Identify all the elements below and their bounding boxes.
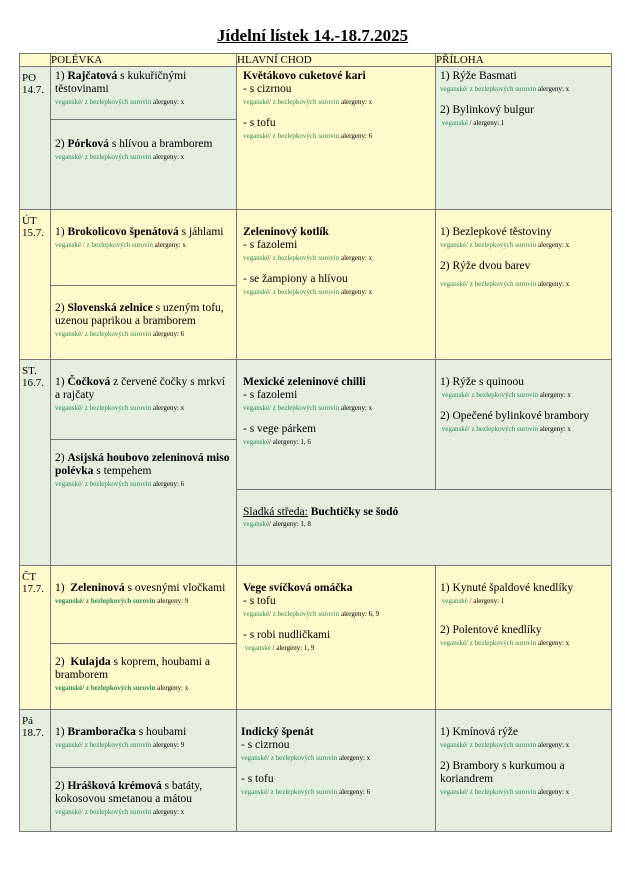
header-main: HLAVNÍ CHOD — [237, 54, 436, 67]
main-option: - s tofu — [241, 773, 274, 785]
soup-item: 1) Brokolicovo špenátová s jáhlami — [55, 226, 224, 238]
day-row-tuesday — [20, 210, 612, 360]
side-item: 2) Bylinkový bulgur — [440, 104, 534, 116]
side-tags: veganské / alergeny: 1 — [441, 597, 505, 605]
soup-item: 1) Čočková z červené čočky s mrkví a rajčaty — [55, 376, 225, 401]
soup-tags: veganské/ z bezlepkových surovin alergeny: 6 — [55, 330, 185, 338]
main-option: - s robi nudličkami — [243, 629, 331, 641]
main-cell-thursday — [237, 566, 436, 710]
side-cell-friday — [436, 710, 612, 832]
side-tags: veganské/ z bezlepkových surovin alergeny: x — [440, 639, 570, 647]
soup-tags: veganské/ z bezlepkových surovin alergeny: 9 — [55, 741, 185, 749]
soup-tags: veganské / z bezlepkových surovin alergeny: x — [55, 241, 186, 249]
main-option: - s fazolemi — [243, 239, 298, 251]
day-date: 17.7. — [22, 583, 44, 595]
day-label-monday — [20, 67, 51, 210]
side-tags: veganské / alergeny: 1 — [441, 119, 505, 127]
day-label-thursday — [20, 566, 51, 710]
soup-cell-friday — [51, 710, 237, 832]
sweet-tags: veganské/ alergeny: 1, 8 — [243, 520, 311, 529]
soup-item: 2) Kulajda s koprem, houbami a bramborem — [55, 656, 210, 681]
main-tags: veganské/ alergeny: 1, 6 — [243, 438, 311, 446]
soup-tags: veganské/ z bezlepkových surovin alergeny: x — [55, 98, 185, 106]
soup-tags: veganské/ z bezlepkových surovin alergeny: 6 — [55, 480, 185, 488]
day-label-friday — [20, 710, 51, 832]
day-label-tuesday — [20, 210, 51, 360]
soup-cell-thursday — [51, 566, 237, 710]
soup-tags: veganské/ z bezlepkových surovin alergeny: x — [55, 684, 189, 692]
side-cell-monday — [436, 67, 612, 210]
soup-item: 1) Zeleninová s ovesnými vločkami — [55, 582, 226, 594]
soup-item: 2) Hrášková krémová s batáty, kokosovou smetanou a mátou — [55, 780, 203, 805]
soup-item: 2) Pórková s hlívou a bramborem — [55, 138, 213, 150]
soup-item: 1) Rajčatová s kukuřičnými těstovinami — [55, 70, 187, 95]
side-item: 2) Rýže dvou barev — [440, 260, 531, 272]
main-option: - s vege párkem — [243, 423, 317, 435]
soup-tags: veganské/ z bezlepkových surovin alergeny: x — [55, 153, 185, 161]
day-name: ČT — [22, 571, 37, 583]
main-option: - s cizrnou — [243, 83, 292, 95]
soup-item: 2) Slovenská zelnice s uzeným tofu, uzenou paprikou a bramborem — [55, 302, 224, 327]
soup-tags: veganské/ z bezlepkových surovin alergeny: 9 — [55, 597, 189, 605]
main-tags: veganské/ z bezlepkových surovin alergeny: 6 — [243, 132, 373, 140]
side-item: 1) Bezlepkové těstoviny — [440, 226, 552, 238]
header-soup: POLÉVKA — [51, 54, 237, 67]
side-item: 2) Polentové knedlíky — [440, 624, 542, 636]
header-side: PŘÍLOHA — [436, 54, 612, 67]
main-title: Květákovo cuketové kari — [243, 70, 366, 82]
main-tags: veganské/ z bezlepkových surovin alergeny: x — [243, 404, 373, 412]
side-tags: veganské/ z bezlepkových surovin alergeny: x — [441, 391, 571, 399]
day-row-friday — [20, 710, 612, 832]
main-title: Indický špenát — [241, 726, 314, 738]
main-tags: veganské/ z bezlepkových surovin alergeny: x — [243, 254, 373, 262]
page-title: Jídelní lístek 14.-18.7.2025 — [216, 26, 409, 45]
day-date: 18.7. — [22, 727, 44, 739]
side-item: 2) Opečené bylinkové brambory — [440, 410, 590, 422]
day-label-wednesday — [20, 360, 51, 566]
header-day — [20, 54, 51, 67]
main-option: - se žampiony a hlívou — [243, 273, 348, 285]
day-name: ÚT — [22, 215, 37, 227]
main-title: Mexické zeleninové chilli — [243, 376, 366, 388]
day-row-wednesday — [20, 360, 612, 490]
day-row-thursday — [20, 566, 612, 710]
day-date: 14.7. — [22, 84, 44, 96]
header-row — [20, 54, 612, 67]
day-name: ST. — [22, 365, 37, 377]
soup-tags: veganské/ z bezlepkových surovin alergeny: x — [55, 404, 185, 412]
main-tags: veganské/ z bezlepkových surovin alergeny: x — [243, 288, 373, 296]
main-cell-monday — [237, 67, 436, 210]
main-option: - s cizrnou — [241, 739, 290, 751]
soup-cell-tuesday — [51, 210, 237, 360]
day-date: 16.7. — [22, 377, 44, 389]
day-date: 15.7. — [22, 227, 44, 239]
soup-item: 2) Asijská houbovo zeleninová miso polévka s tempehem — [55, 452, 230, 477]
soup-cell-monday — [51, 67, 237, 210]
main-tags: veganské/ z bezlepkových surovin alergeny: 6 — [241, 788, 371, 796]
soup-cell-wednesday — [51, 360, 237, 566]
main-tags: veganské/ z bezlepkových surovin alergeny: x — [243, 98, 373, 106]
main-tags: veganské/ z bezlepkových surovin alergeny: 6, 9 — [243, 610, 380, 618]
side-item: 1) Rýže Basmati — [440, 70, 517, 82]
side-item: 1) Kynuté špaldové knedlíky — [440, 582, 574, 594]
side-tags: veganské/ z bezlepkových surovin alergeny: x — [440, 280, 570, 288]
main-cell-wednesday — [237, 360, 436, 490]
main-option: - s fazolemi — [243, 389, 298, 401]
main-title: Zeleninový kotlík — [243, 226, 329, 238]
side-tags: veganské/ z bezlepkových surovin alergeny: x — [440, 788, 570, 796]
main-title: Vege svíčková omáčka — [243, 582, 353, 594]
sweet-wednesday-cell — [237, 490, 612, 566]
main-option: - s tofu — [243, 595, 276, 607]
main-cell-tuesday — [237, 210, 436, 360]
sweet-wednesday: Sladká středa: Buchtičky se šodó — [243, 506, 399, 519]
side-tags: veganské/ z bezlepkových surovin alergeny: x — [440, 241, 570, 249]
day-row-monday — [20, 67, 612, 210]
menu-table — [19, 53, 612, 832]
day-name: PO — [22, 72, 37, 84]
side-item: 1) Rýže s quinoou — [440, 376, 525, 388]
side-cell-tuesday — [436, 210, 612, 360]
side-cell-thursday — [436, 566, 612, 710]
soup-tags: veganské/ z bezlepkových surovin alergeny: x — [55, 808, 185, 816]
main-tags: veganské/ z bezlepkových surovin alergeny: x — [241, 754, 371, 762]
side-tags: veganské/ z bezlepkových surovin alergeny: x — [440, 85, 570, 93]
main-cell-friday — [237, 710, 436, 832]
main-option: - s tofu — [243, 117, 276, 129]
side-item: 1) Kmínová rýže — [440, 726, 518, 738]
day-name: Pá — [22, 715, 33, 727]
main-tags: veganské / alergeny: 1, 9 — [244, 644, 315, 652]
side-tags: veganské/ z bezlepkových surovin alergeny: x — [441, 425, 571, 433]
side-tags: veganské/ z bezlepkových surovin alergeny: x — [440, 741, 570, 749]
side-cell-wednesday — [436, 360, 612, 490]
soup-item: 1) Bramboračka s houbami — [55, 726, 187, 738]
side-item: 2) Brambory s kurkumou a koriandrem — [440, 760, 565, 785]
